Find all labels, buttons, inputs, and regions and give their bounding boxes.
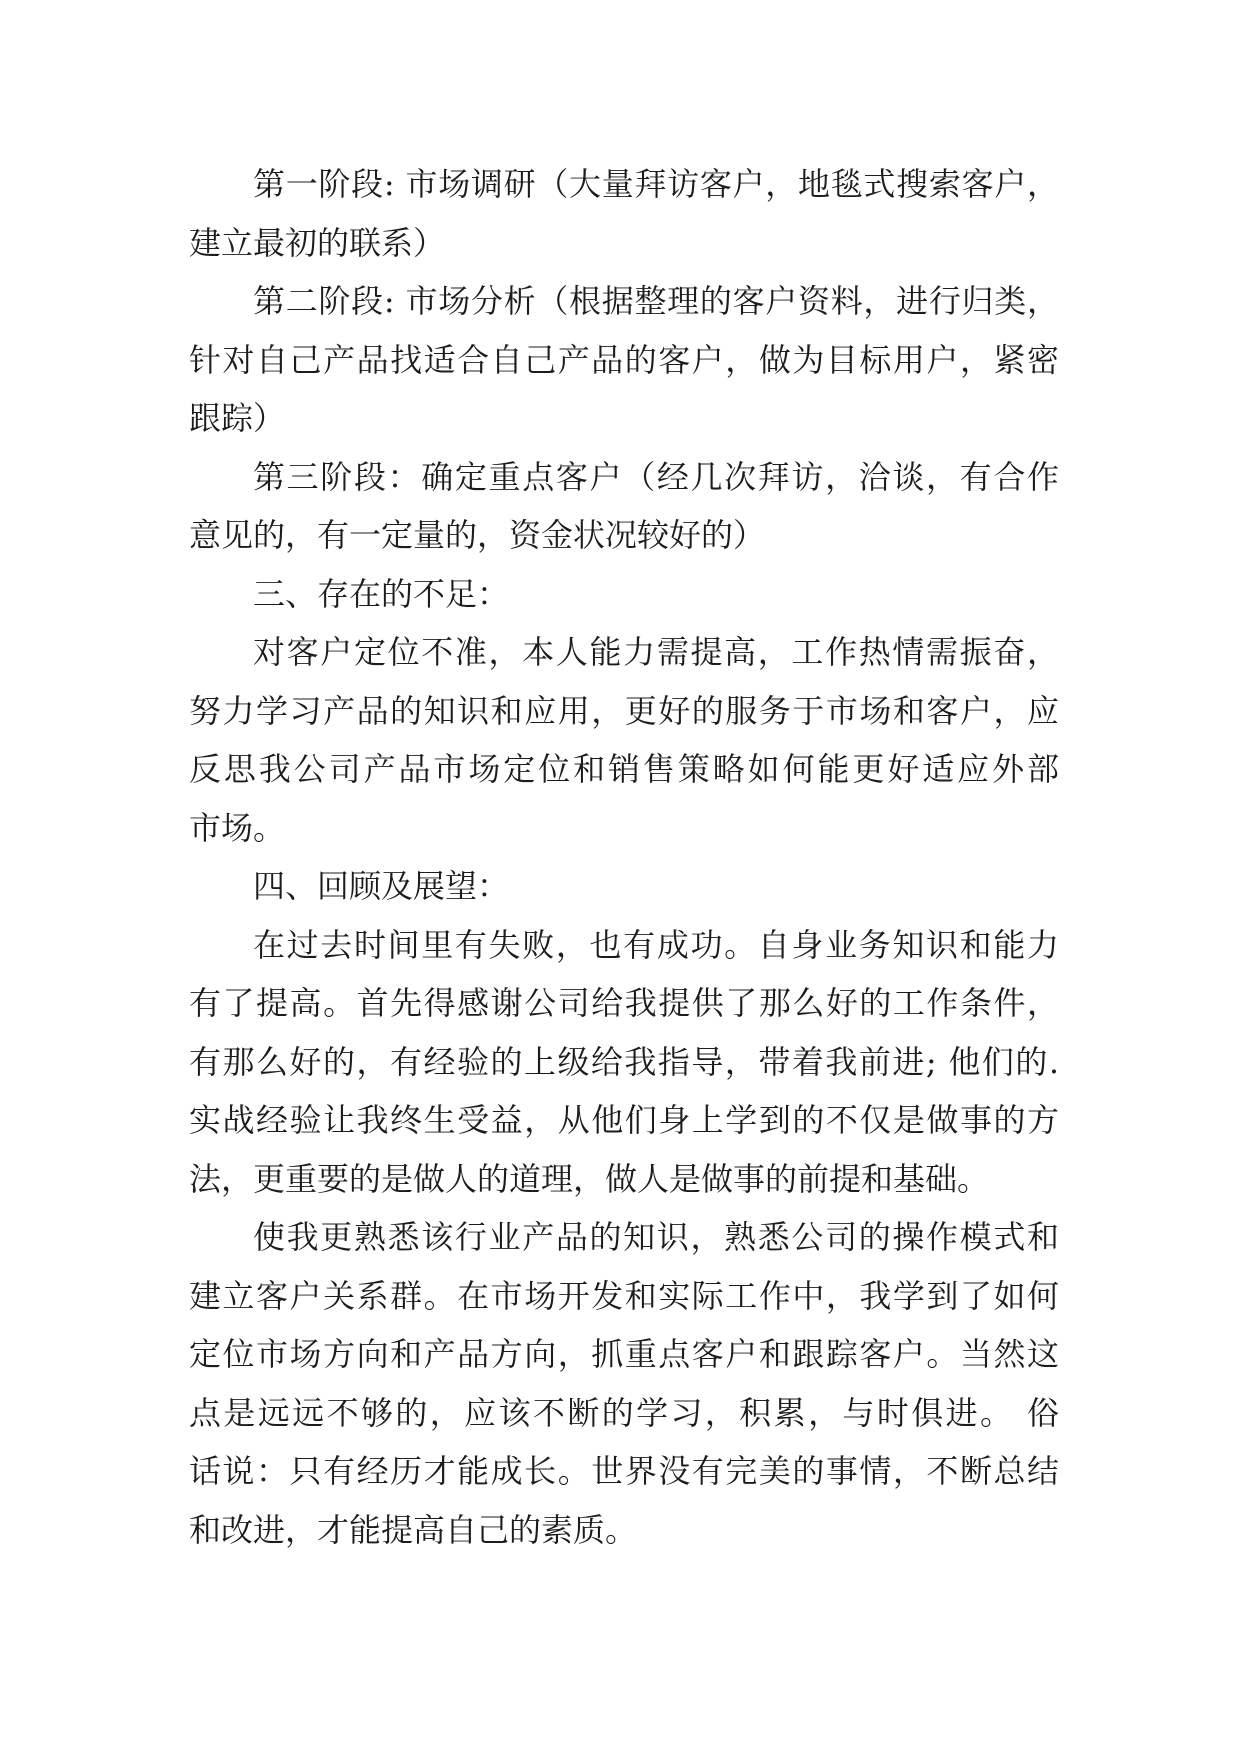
text-line: 市场。 [189, 808, 286, 847]
text-line: 对客户定位不准，本人能力需提高，工作热情需振奋， [253, 633, 1059, 671]
text-line: 有那么好的，有经验的上级给我指导，带着我前进; 他们的. [189, 1042, 1059, 1081]
text-line: 有了提高。首先得感谢公司给我提供了那么好的工作条件， [189, 984, 1059, 1022]
paragraph-review [189, 916, 1059, 1209]
paragraph-outlook [189, 1208, 1059, 1559]
text-line: 反思我公司产品市场定位和销售策略如何能更好适应外部 [189, 750, 1059, 788]
text-line: 法，更重要的是做人的道理，做人是做事的前提和基础。 [189, 1159, 990, 1198]
text-line: 三、存在的不足： [253, 574, 510, 613]
text-line: 建立最初的联系） [189, 223, 446, 262]
text-line: 努力学习产品的知识和应用，更好的服务于市场和客户，应 [189, 691, 1059, 730]
text-line: 建立客户关系群。在市场开发和实际工作中，我学到了如何 [189, 1276, 1059, 1315]
paragraph-shortcomings [189, 623, 1059, 857]
text-line: 意见的，有一定量的，资金状况较好的） [189, 516, 766, 554]
text-line: 跟踪） [189, 399, 286, 437]
text-line: 和改进，才能提高自己的素质。 [189, 1510, 638, 1549]
text-line: 话说：只有经历才能成长。世界没有完美的事情，不断总结 [189, 1452, 1059, 1490]
document-body [189, 155, 1059, 1559]
section-heading-review [189, 857, 1059, 916]
text-line: 针对自己产品找适合自己产品的客户，做为目标用户，紧密 [189, 340, 1059, 379]
text-line: 第三阶段：确定重点客户（经几次拜访，洽谈，有合作 [253, 457, 1059, 496]
text-line: 在过去时间里有失败，也有成功。自身业务知识和能力 [253, 925, 1059, 964]
section-heading-shortcomings [189, 565, 1059, 624]
text-line: 第一阶段: 市场调研（大量拜访客户，地毯式搜索客户， [253, 165, 1059, 203]
text-line: 实战经验让我终生受益，从他们身上学到的不仅是做事的方 [189, 1101, 1059, 1139]
text-line: 四、回顾及展望： [253, 867, 510, 905]
text-line: 第二阶段: 市场分析（根据整理的客户资料，进行归类， [253, 282, 1059, 320]
text-line: 定位市场方向和产品方向，抓重点客户和跟踪客户。当然这 [189, 1335, 1059, 1373]
text-line: 点是远远不够的，应该不断的学习，积累，与时俱进。 俗 [189, 1393, 1059, 1432]
text-line: 使我更熟悉该行业产品的知识，熟悉公司的操作模式和 [253, 1218, 1059, 1256]
paragraph-stage-one [189, 155, 1059, 272]
paragraph-stage-three [189, 448, 1059, 565]
paragraph-stage-two [189, 272, 1059, 448]
